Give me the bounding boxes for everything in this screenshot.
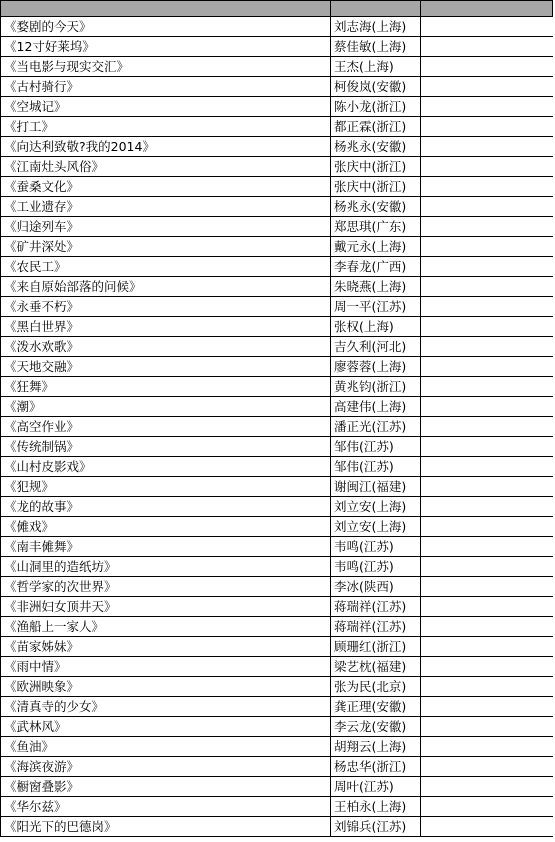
empty-cell[interactable]	[421, 297, 553, 317]
title-cell[interactable]: 《清真寺的少女》	[1, 697, 331, 717]
table-row	[1, 277, 553, 297]
title-cell[interactable]: 《龙的故事》	[1, 497, 331, 517]
author-cell[interactable]: 柯俊岚(安徽)	[331, 77, 421, 97]
title-cell[interactable]: 《农民工》	[1, 257, 331, 277]
table-row	[1, 137, 553, 157]
title-cell[interactable]: 《非洲妇女顶井天》	[1, 597, 331, 617]
table-row	[1, 437, 553, 457]
author-cell[interactable]: 潘正光(江苏)	[331, 417, 421, 437]
author-cell[interactable]: 王杰(上海)	[331, 57, 421, 77]
empty-cell[interactable]	[421, 97, 553, 117]
title-cell[interactable]: 《潮》	[1, 397, 331, 417]
title-cell[interactable]: 《武林风》	[1, 717, 331, 737]
author-cell[interactable]: 周叶(江苏)	[331, 777, 421, 797]
title-cell[interactable]: 《蚕桑文化》	[1, 177, 331, 197]
author-cell[interactable]: 戴元永(上海)	[331, 237, 421, 257]
author-cell[interactable]: 韦鸣(江苏)	[331, 537, 421, 557]
table-row	[1, 357, 553, 377]
author-cell[interactable]: 龚正理(安徽)	[331, 697, 421, 717]
table-row	[1, 157, 553, 177]
title-cell[interactable]: 《归途列车》	[1, 217, 331, 237]
table-row	[1, 637, 553, 657]
author-cell[interactable]: 刘志海(上海)	[331, 17, 421, 37]
author-cell[interactable]: 韦鸣(江苏)	[331, 557, 421, 577]
empty-cell[interactable]	[421, 517, 553, 537]
title-cell[interactable]: 《12寸好莱坞》	[1, 37, 331, 57]
table-row	[1, 117, 553, 137]
table-row	[1, 817, 553, 837]
author-cell[interactable]: 邹伟(江苏)	[331, 457, 421, 477]
author-cell[interactable]: 朱晓燕(上海)	[331, 277, 421, 297]
title-cell[interactable]: 《婺剧的今天》	[1, 17, 331, 37]
empty-cell[interactable]	[421, 337, 553, 357]
author-cell[interactable]: 蒋瑞祥(江苏)	[331, 597, 421, 617]
header-extra-cell[interactable]	[421, 1, 553, 17]
table-row	[1, 257, 553, 277]
title-cell[interactable]: 《犯规》	[1, 477, 331, 497]
table-body	[1, 17, 553, 837]
table-row	[1, 797, 553, 817]
author-cell[interactable]: 李云龙(安徽)	[331, 717, 421, 737]
author-cell[interactable]: 杨兆永(安徽)	[331, 197, 421, 217]
table-row	[1, 557, 553, 577]
empty-cell[interactable]	[421, 277, 553, 297]
title-cell[interactable]: 《泼水欢歌》	[1, 337, 331, 357]
author-cell[interactable]: 郑思琪(广东)	[331, 217, 421, 237]
title-cell[interactable]: 《渔船上一家人》	[1, 617, 331, 637]
title-cell[interactable]: 《山村皮影戏》	[1, 457, 331, 477]
header-title-cell[interactable]	[1, 1, 331, 17]
title-cell[interactable]: 《海滨夜游》	[1, 757, 331, 777]
empty-cell[interactable]	[421, 37, 553, 57]
empty-cell[interactable]	[421, 817, 553, 837]
title-cell[interactable]: 《永垂不朽》	[1, 297, 331, 317]
empty-cell[interactable]	[421, 697, 553, 717]
empty-cell[interactable]	[421, 617, 553, 637]
author-cell[interactable]: 张权(上海)	[331, 317, 421, 337]
title-cell[interactable]: 《雨中情》	[1, 657, 331, 677]
title-cell[interactable]: 《苗家姊妹》	[1, 637, 331, 657]
empty-cell[interactable]	[421, 197, 553, 217]
table-row	[1, 757, 553, 777]
empty-cell[interactable]	[421, 57, 553, 77]
author-cell[interactable]: 张为民(北京)	[331, 677, 421, 697]
header-row	[1, 1, 553, 17]
title-cell[interactable]: 《传统制锅》	[1, 437, 331, 457]
title-cell[interactable]: 《黑白世界》	[1, 317, 331, 337]
title-cell[interactable]: 《南丰傩舞》	[1, 537, 331, 557]
empty-cell[interactable]	[421, 797, 553, 817]
author-cell[interactable]: 刘锦兵(江苏)	[331, 817, 421, 837]
empty-cell[interactable]	[421, 417, 553, 437]
author-cell[interactable]: 杨忠华(浙江)	[331, 757, 421, 777]
empty-cell[interactable]	[421, 637, 553, 657]
table-row	[1, 297, 553, 317]
empty-cell[interactable]	[421, 217, 553, 237]
author-cell[interactable]: 吉久利(河北)	[331, 337, 421, 357]
empty-cell[interactable]	[421, 257, 553, 277]
empty-cell[interactable]	[421, 397, 553, 417]
author-cell[interactable]: 张庆中(浙江)	[331, 157, 421, 177]
table-row	[1, 457, 553, 477]
empty-cell[interactable]	[421, 177, 553, 197]
author-cell[interactable]: 张庆中(浙江)	[331, 177, 421, 197]
table-row	[1, 477, 553, 497]
author-cell[interactable]: 刘立安(上海)	[331, 517, 421, 537]
title-cell[interactable]: 《工业遗存》	[1, 197, 331, 217]
author-cell[interactable]: 蔡佳敏(上海)	[331, 37, 421, 57]
empty-cell[interactable]	[421, 717, 553, 737]
table-row	[1, 377, 553, 397]
empty-cell[interactable]	[421, 237, 553, 257]
table-row	[1, 597, 553, 617]
empty-cell[interactable]	[421, 437, 553, 457]
title-cell[interactable]: 《天地交融》	[1, 357, 331, 377]
author-cell[interactable]: 都正霖(浙江)	[331, 117, 421, 137]
table-row	[1, 737, 553, 757]
empty-cell[interactable]	[421, 737, 553, 757]
title-cell[interactable]: 《橱窗叠影》	[1, 777, 331, 797]
title-cell[interactable]: 《华尔兹》	[1, 797, 331, 817]
empty-cell[interactable]	[421, 157, 553, 177]
empty-cell[interactable]	[421, 117, 553, 137]
table-row	[1, 657, 553, 677]
empty-cell[interactable]	[421, 17, 553, 37]
empty-cell[interactable]	[421, 777, 553, 797]
title-cell[interactable]: 《狂舞》	[1, 377, 331, 397]
empty-cell[interactable]	[421, 557, 553, 577]
table-row	[1, 197, 553, 217]
author-cell[interactable]: 杨兆永(安徽)	[331, 137, 421, 157]
title-cell[interactable]: 《哲学家的次世界》	[1, 577, 331, 597]
empty-cell[interactable]	[421, 77, 553, 97]
table-row	[1, 37, 553, 57]
table-row	[1, 217, 553, 237]
empty-cell[interactable]	[421, 597, 553, 617]
table-row	[1, 397, 553, 417]
author-cell[interactable]: 王柏永(上海)	[331, 797, 421, 817]
title-cell[interactable]: 《矿井深处》	[1, 237, 331, 257]
header-author-cell[interactable]	[331, 1, 421, 17]
empty-cell[interactable]	[421, 677, 553, 697]
table-row	[1, 417, 553, 437]
author-cell[interactable]: 邹伟(江苏)	[331, 437, 421, 457]
empty-cell[interactable]	[421, 477, 553, 497]
table-row	[1, 577, 553, 597]
author-cell[interactable]: 顾珊红(浙江)	[331, 637, 421, 657]
empty-cell[interactable]	[421, 457, 553, 477]
table-row	[1, 177, 553, 197]
empty-cell[interactable]	[421, 497, 553, 517]
table-row	[1, 17, 553, 37]
table-row	[1, 497, 553, 517]
title-cell[interactable]: 《来自原始部落的问候》	[1, 277, 331, 297]
author-cell[interactable]: 廖蓉蓉(上海)	[331, 357, 421, 377]
title-cell[interactable]: 《高空作业》	[1, 417, 331, 437]
title-cell[interactable]: 《打工》	[1, 117, 331, 137]
empty-cell[interactable]	[421, 577, 553, 597]
table-row	[1, 317, 553, 337]
table-row	[1, 677, 553, 697]
empty-cell[interactable]	[421, 137, 553, 157]
title-cell[interactable]: 《江南灶头风俗》	[1, 157, 331, 177]
title-cell[interactable]: 《向达利致敬?我的2014》	[1, 137, 331, 157]
empty-cell[interactable]	[421, 317, 553, 337]
title-cell[interactable]: 《山洞里的造纸坊》	[1, 557, 331, 577]
author-cell[interactable]: 陈小龙(浙江)	[331, 97, 421, 117]
table-row	[1, 77, 553, 97]
table-row	[1, 617, 553, 637]
author-cell[interactable]: 蒋瑞祥(江苏)	[331, 617, 421, 637]
table-row	[1, 517, 553, 537]
author-cell[interactable]: 黄兆钧(浙江)	[331, 377, 421, 397]
author-cell[interactable]: 李春龙(广西)	[331, 257, 421, 277]
empty-cell[interactable]	[421, 537, 553, 557]
table-row	[1, 97, 553, 117]
empty-cell[interactable]	[421, 357, 553, 377]
author-cell[interactable]: 梁艺枕(福建)	[331, 657, 421, 677]
table-row	[1, 697, 553, 717]
author-cell[interactable]: 高建伟(上海)	[331, 397, 421, 417]
title-cell[interactable]: 《欧洲映象》	[1, 677, 331, 697]
table-row	[1, 57, 553, 77]
title-cell[interactable]: 《古村骑行》	[1, 77, 331, 97]
title-cell[interactable]: 《当电影与现实交汇》	[1, 57, 331, 77]
empty-cell[interactable]	[421, 657, 553, 677]
table-row	[1, 237, 553, 257]
author-cell[interactable]: 李冰(陕西)	[331, 577, 421, 597]
title-cell[interactable]: 《傩戏》	[1, 517, 331, 537]
title-cell[interactable]: 《阳光下的巴德岗》	[1, 817, 331, 837]
author-cell[interactable]: 谢闽江(福建)	[331, 477, 421, 497]
table-row	[1, 777, 553, 797]
title-cell[interactable]: 《空城记》	[1, 97, 331, 117]
table-row	[1, 337, 553, 357]
title-cell[interactable]: 《鱼油》	[1, 737, 331, 757]
empty-cell[interactable]	[421, 377, 553, 397]
empty-cell[interactable]	[421, 757, 553, 777]
author-cell[interactable]: 刘立安(上海)	[331, 497, 421, 517]
author-cell[interactable]: 胡翔云(上海)	[331, 737, 421, 757]
author-cell[interactable]: 周一平(江苏)	[331, 297, 421, 317]
table-row	[1, 537, 553, 557]
table-row	[1, 717, 553, 737]
